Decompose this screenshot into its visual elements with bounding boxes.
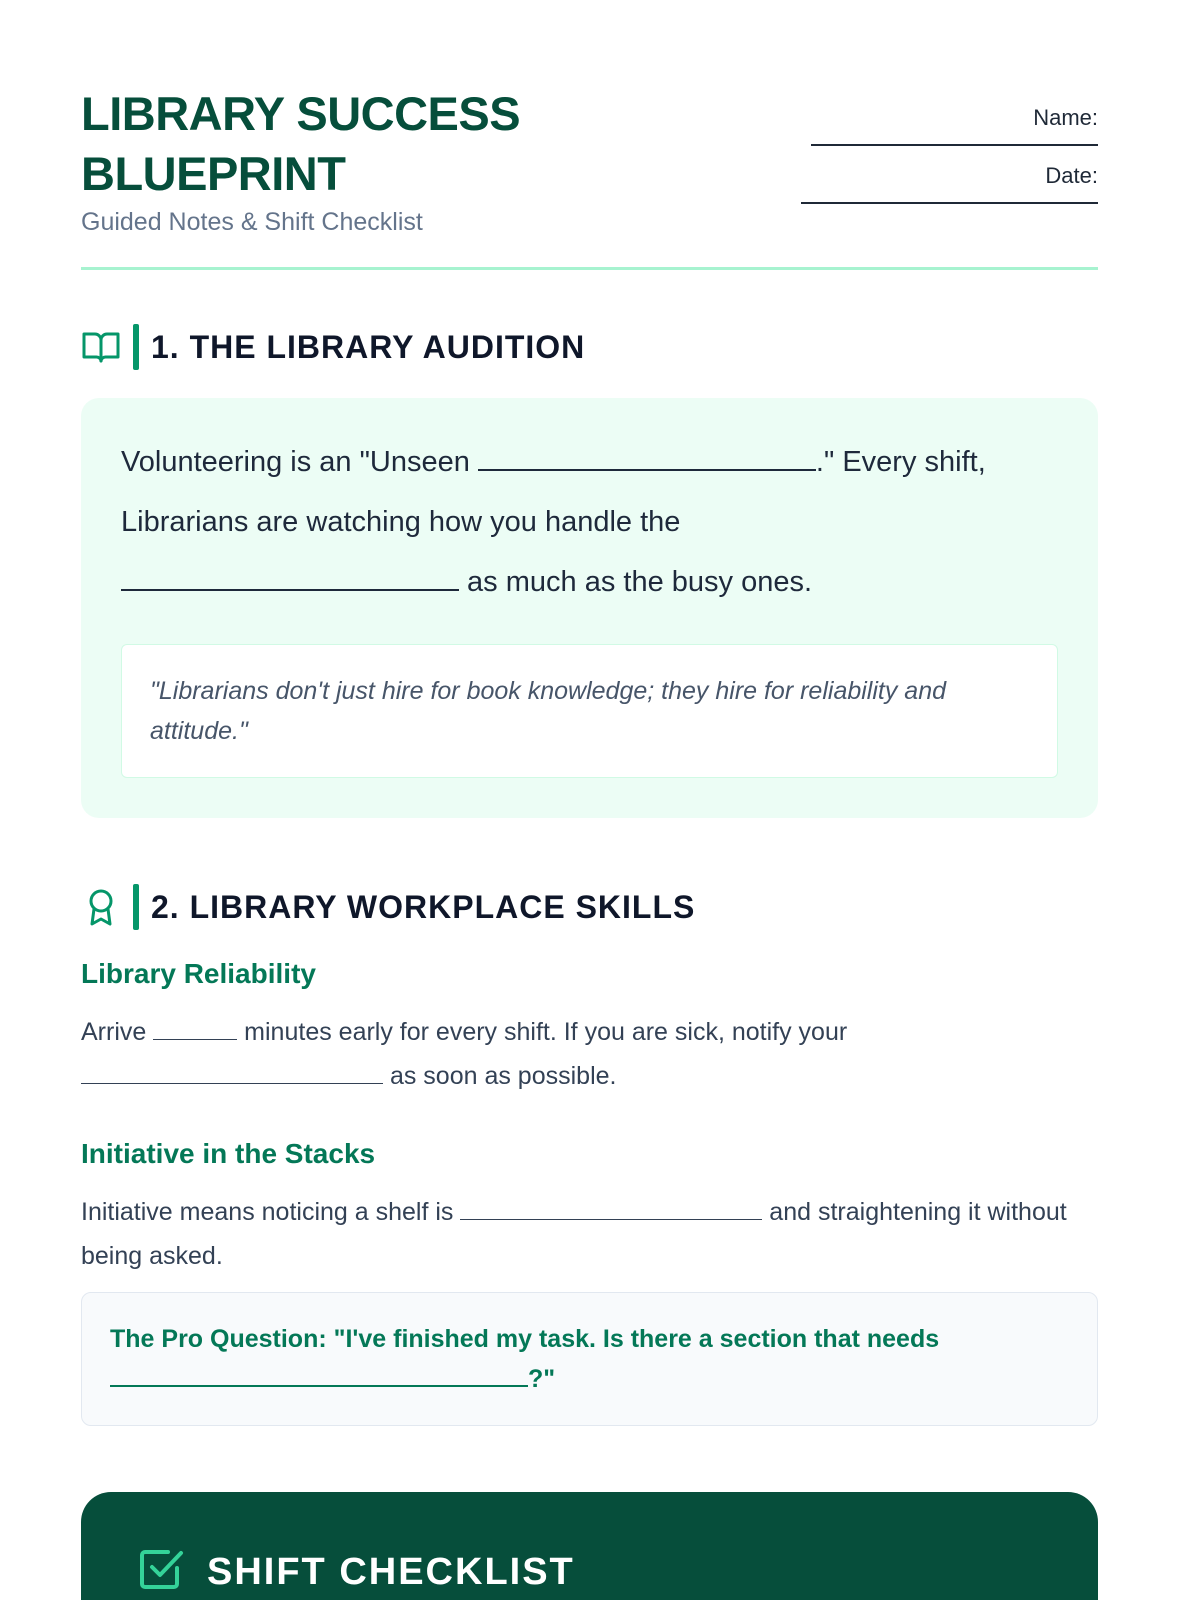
heading-accent-bar — [133, 884, 139, 930]
pro-question-text-1: The Pro Question: "I've finished my task. Is there a section that needs — [110, 1325, 940, 1353]
pro-question-blank[interactable] — [110, 1365, 528, 1387]
pro-question-text-2: ?" — [528, 1365, 556, 1393]
pro-question-box — [81, 1292, 1098, 1426]
quiet-times-blank[interactable] — [121, 565, 459, 591]
shelf-blank[interactable] — [460, 1198, 762, 1220]
name-date-fields — [798, 84, 1098, 237]
section-1-heading — [81, 324, 1098, 370]
quote-box — [121, 644, 1058, 778]
librarian-quote: "Librarians don't just hire for book knowledge; they hire for reliability and attitude." — [150, 677, 947, 745]
worksheet-header — [81, 0, 1098, 270]
audition-text-1: Volunteering is an "Unseen — [121, 446, 478, 478]
page-subtitle: Guided Notes & Shift Checklist — [81, 208, 423, 236]
initiative-paragraph — [81, 1190, 1098, 1278]
reliability-paragraph — [81, 1010, 1098, 1098]
date-field[interactable] — [801, 202, 1098, 204]
title-line-1: LIBRARY SUCCESS — [81, 87, 521, 140]
reliability-text-3: as soon as possible. — [383, 1062, 617, 1090]
shift-checklist-title: SHIFT CHECKLIST — [207, 1551, 575, 1593]
audition-paragraph — [121, 432, 1058, 612]
notify-blank[interactable] — [81, 1062, 383, 1084]
reliability-heading: Library Reliability — [81, 958, 316, 989]
audition-text-3: Librarians are watching how you handle the — [121, 506, 681, 538]
audition-card — [81, 398, 1098, 818]
title-block — [81, 84, 601, 237]
unseen-blank[interactable] — [478, 445, 816, 471]
audition-text-2: ." Every shift, — [815, 446, 986, 478]
heading-accent-bar — [133, 324, 139, 370]
initiative-text-1: Initiative means noticing a shelf is — [81, 1198, 461, 1226]
initiative-text-2: and straightening it without being asked. — [81, 1198, 1067, 1270]
section-2-title: 2. LIBRARY WORKPLACE SKILLS — [151, 888, 696, 925]
section-1-title: 1. THE LIBRARY AUDITION — [151, 328, 586, 365]
reliability-text-1: Arrive — [81, 1018, 154, 1046]
audition-text-4: as much as the busy ones. — [459, 566, 813, 598]
title-line-2: BLUEPRINT — [81, 147, 346, 200]
open-book-icon — [81, 327, 121, 367]
name-field[interactable] — [811, 144, 1098, 146]
checkbox-check-icon — [137, 1544, 185, 1592]
date-label: Date: — [1045, 163, 1098, 188]
section-2-heading — [81, 884, 1098, 930]
initiative-heading: Initiative in the Stacks — [81, 1138, 376, 1169]
award-ribbon-icon — [81, 887, 121, 927]
pro-question — [110, 1319, 1069, 1399]
minutes-blank[interactable] — [153, 1018, 237, 1040]
shift-checklist-banner — [81, 1492, 1098, 1600]
reliability-text-2: minutes early for every shift. If you are sick, notify your — [237, 1018, 848, 1046]
name-label: Name: — [1033, 105, 1098, 130]
page-title — [81, 84, 601, 204]
